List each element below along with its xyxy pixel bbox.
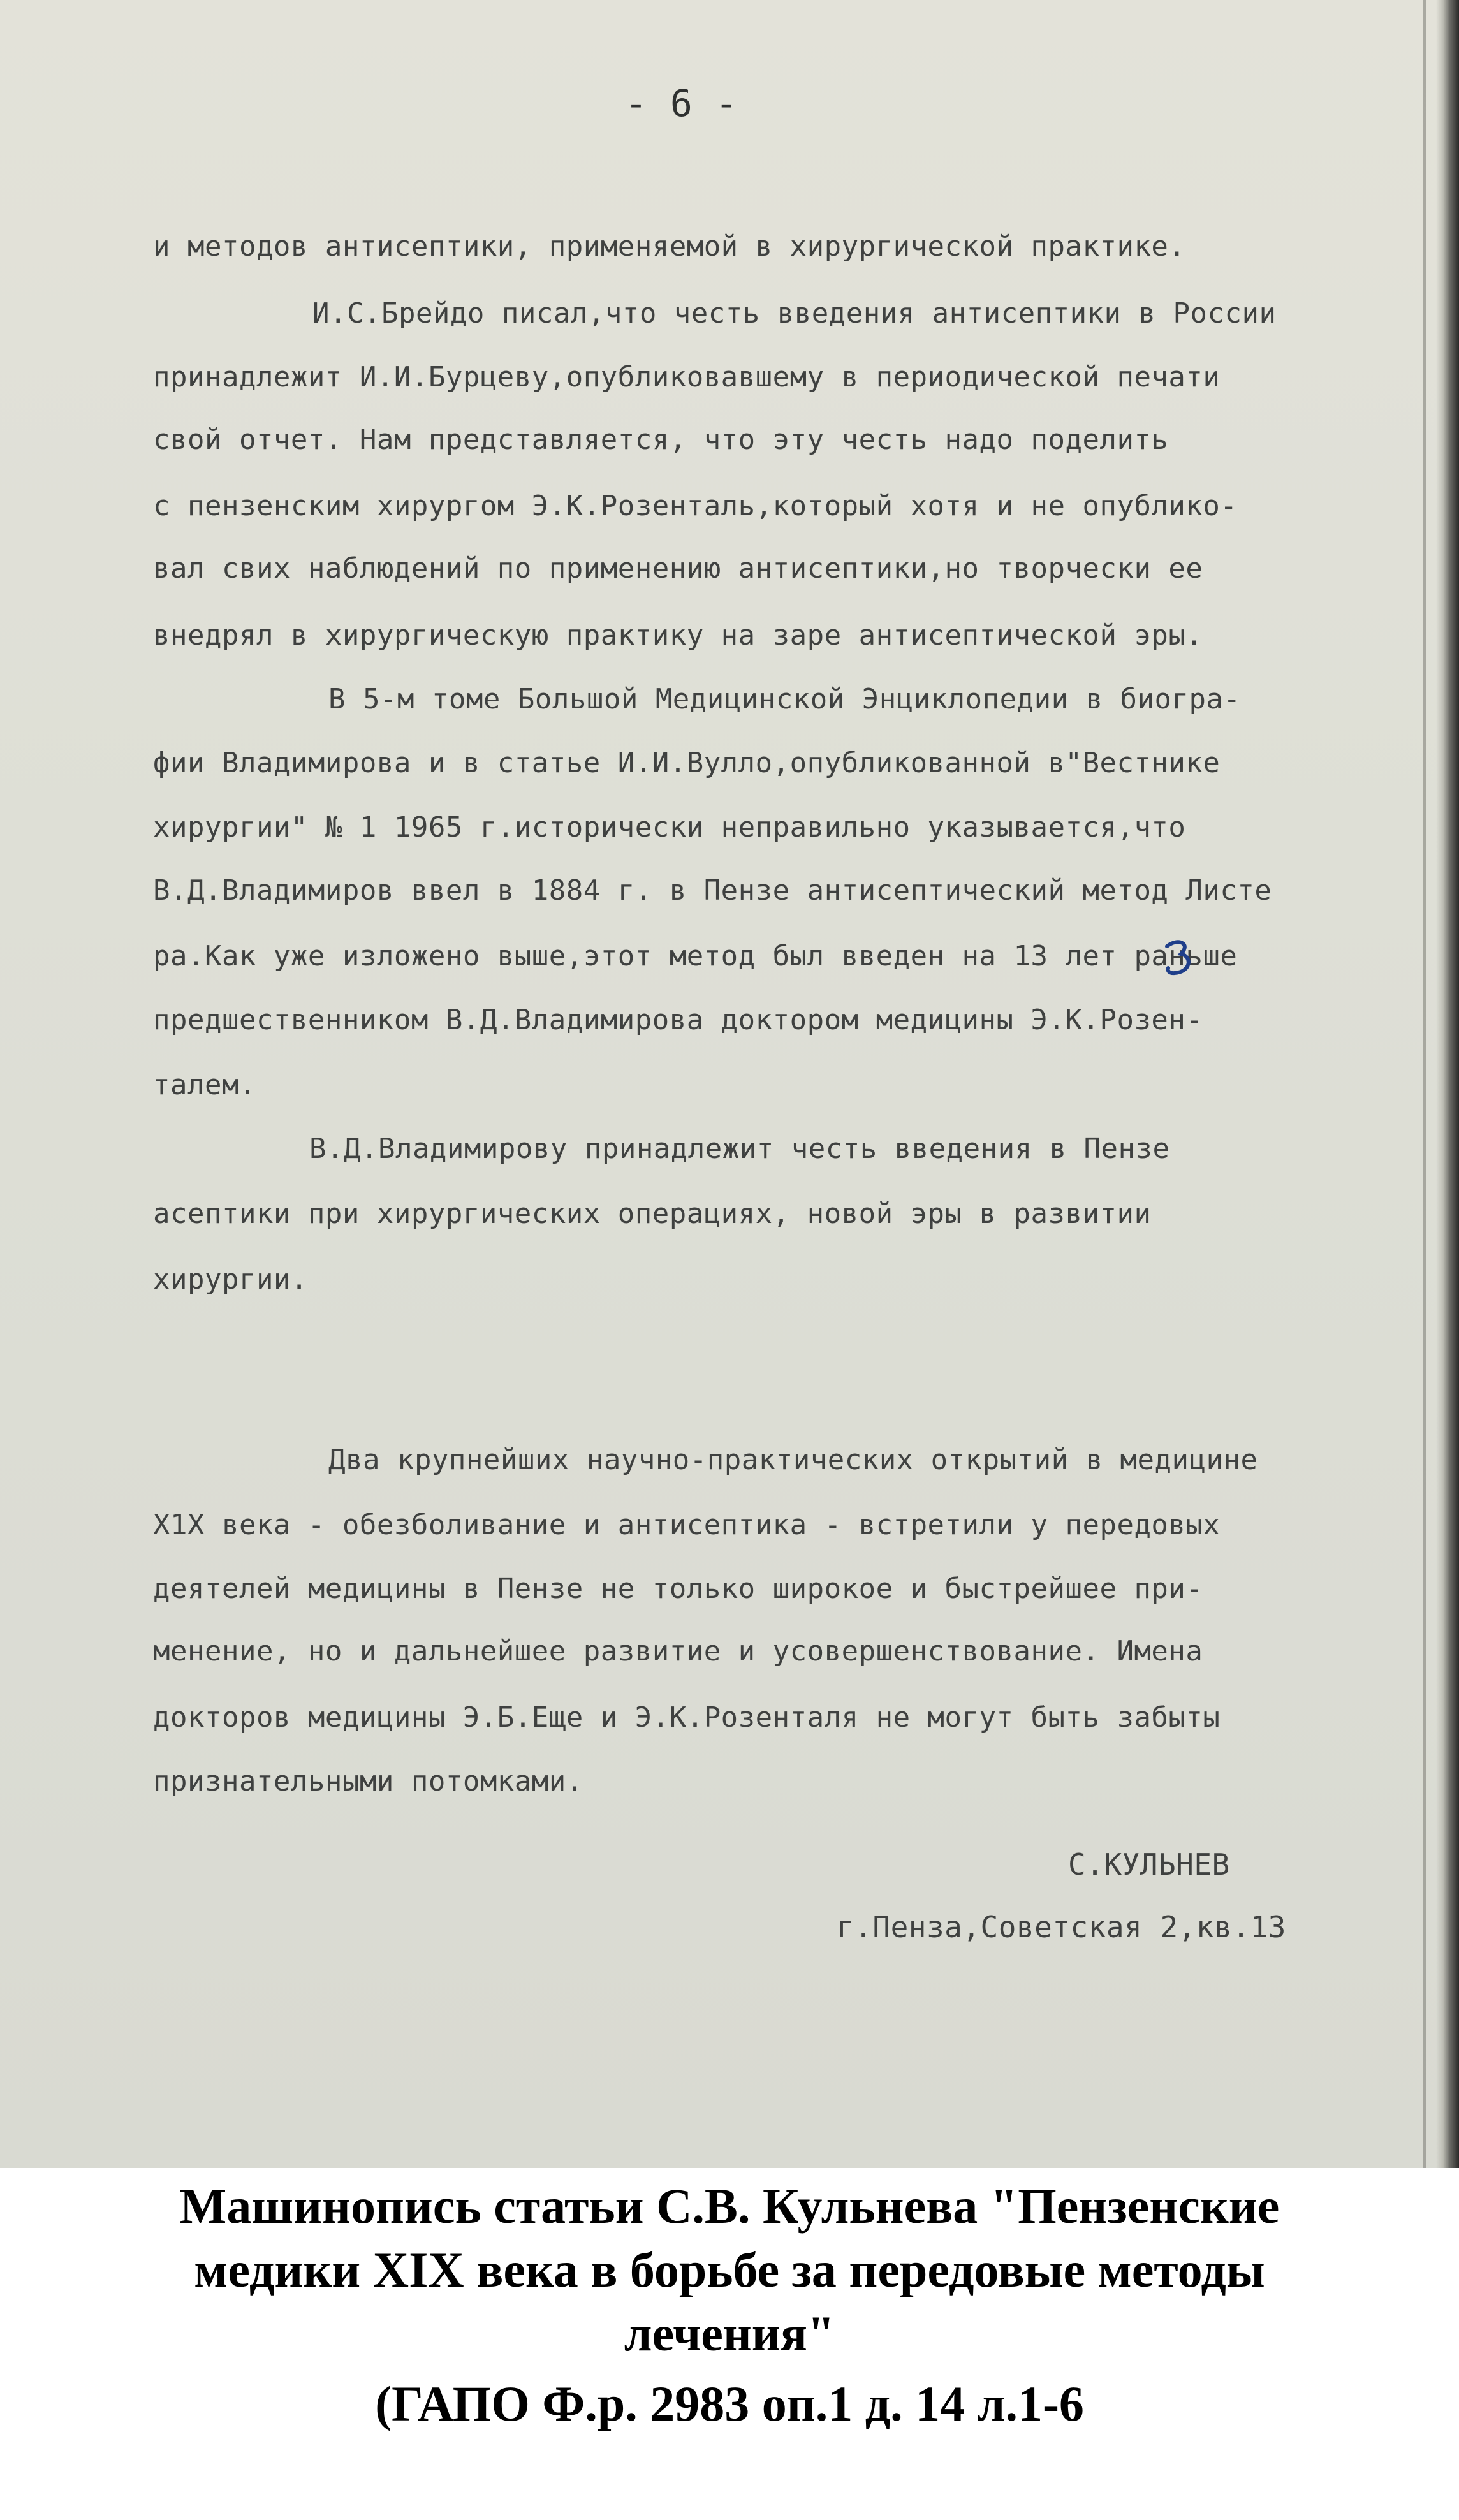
- text-line: менение, но и дальнейшее развитие и усовершенствование. Имена: [153, 1635, 1203, 1667]
- text-line: асептики при хирургических операциях, новой эры в развитии: [153, 1198, 1152, 1230]
- text-line: В.Д.Владимирову принадлежит честь введения в Пензе: [309, 1132, 1170, 1165]
- text-line: предшественником В.Д.Владимирова доктором медицины Э.К.Розен-: [153, 1004, 1203, 1036]
- text-line: И.С.Брейдо писал,что честь введения антисептики в России: [312, 297, 1277, 330]
- archive-caption: [0, 2168, 1459, 2520]
- caption-line: лечения": [624, 2306, 835, 2361]
- text-line: деятелей медицины в Пензе не только широкое и быстрейшее при-: [153, 1572, 1203, 1605]
- text-line: хирургии" № 1 1965 г.исторически неправильно указывается,что: [153, 811, 1186, 844]
- text-line: вал свих наблюдений по применению антисептики,но творчески ее: [153, 552, 1203, 585]
- text-line: свой отчет. Нам представляется, что эту честь надо поделить: [153, 423, 1169, 456]
- page-number: - 6 -: [625, 82, 738, 125]
- text-line: принадлежит И.И.Бурцеву,опубликовавшему в периодической печати: [153, 361, 1221, 393]
- author-signature: С.КУЛЬНЕВ: [1068, 1847, 1230, 1882]
- text-line: талем.: [153, 1069, 256, 1101]
- caption-line: медики XIX века в борьбе за передовые методы: [194, 2242, 1265, 2297]
- caption-line: (ГАПО Ф.р. 2983 оп.1 д. 14 л.1-6: [375, 2376, 1084, 2431]
- text-line: ра.Как уже изложено выше,этот метод был введен на 13 лет раньше: [153, 940, 1238, 972]
- text-line: фии Владимирова и в статье И.И.Вулло,опубликованной в"Вестнике: [153, 747, 1221, 779]
- text-line: Два крупнейших научно-практических открытий в медицине: [328, 1444, 1258, 1476]
- text-line: докторов медицины Э.Б.Еще и Э.К.Розенталя не могут быть забыты: [153, 1701, 1221, 1734]
- text-line: хирургии.: [153, 1263, 308, 1296]
- text-line: Х1Х века - обезболивание и антисептика - встретили у передовых: [153, 1509, 1221, 1541]
- text-line: В.Д.Владимиров ввел в 1884 г. в Пензе антисептический метод Листе: [153, 874, 1272, 907]
- page-shadow-line: [1423, 0, 1426, 2168]
- author-address: г.Пенза,Советская 2,кв.13: [837, 1910, 1286, 1944]
- caption-line: Машинопись статьи С.В. Кульнева "Пензенские: [179, 2178, 1280, 2234]
- text-line: В 5-м томе Большой Медицинской Энциклопедии в биогра-: [328, 683, 1241, 715]
- text-line: с пензенским хирургом Э.К.Розенталь,который хотя и не опублико-: [153, 490, 1238, 522]
- text-line: и методов антисептики, применяемой в хирургической практике.: [153, 230, 1186, 263]
- text-line: внедрял в хирургическую практику на заре антисептической эры.: [153, 619, 1203, 652]
- text-line: признательными потомками.: [153, 1765, 583, 1798]
- scan-border: [1436, 0, 1459, 2168]
- handwritten-correction-mark: [1159, 935, 1198, 979]
